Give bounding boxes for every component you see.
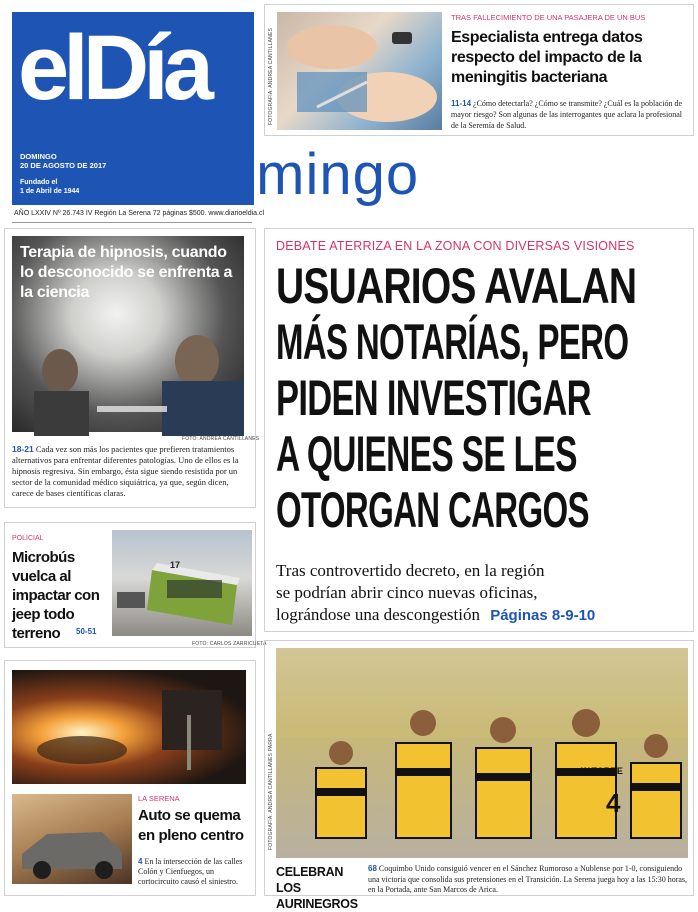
- hands-syringe-icon: [277, 12, 442, 130]
- bus-number-label: 17: [170, 560, 181, 570]
- top-story-summary-text: ¿Cómo detectarla? ¿Cómo se transmite? ¿Cuál es la población de mayor riesgo? Son algunas de las interrogantes que aclara la profesional de la Seremía de Salud.: [451, 99, 683, 130]
- fire-inset-photo[interactable]: [12, 794, 132, 884]
- bus-headline[interactable]: Microbús vuelca al impactar con jeep todo terreno: [12, 549, 100, 642]
- main-deck-line-2: se podrían abrir cinco nuevas oficinas,: [276, 583, 538, 602]
- main-deck-line-3-text: lográndose una descongestión: [276, 605, 480, 624]
- founded-line2: 1 de Abril de 1944: [20, 188, 80, 195]
- main-story-pages[interactable]: Páginas 8-9-10: [490, 607, 596, 624]
- edition-date: [20, 152, 106, 170]
- hypnosis-pages: 18-21: [12, 444, 34, 454]
- main-headline-line-3: PIDEN INVESTIGAR: [276, 370, 591, 426]
- main-headline-line-5: OTORGAN CARGOS: [276, 482, 589, 538]
- top-story-photo-credit: FOTOGRAFÍA: ANDREA CANTILLANES: [268, 27, 274, 125]
- fire-photo[interactable]: [12, 670, 246, 784]
- jersey-number: 4: [606, 788, 621, 818]
- main-headline[interactable]: [276, 258, 686, 538]
- team-celebration-icon: [276, 648, 688, 858]
- fire-pages: 4: [138, 857, 143, 866]
- main-deck-line-1: Tras controvertido decreto, en la región: [276, 561, 545, 580]
- edition-date-text: 20 DE AGOSTO DE 2017: [20, 161, 107, 170]
- hypnosis-summary-text: Cada vez son más los pacientes que prefieren tratamientos alternativos para enfrentar diferentes patologías. Uno de ellos es la hipnosis regresiva. Sin embargo, ésta sigue siendo resistida por un sector de la comunidad médico siquiátrica, ya que, según dicen, carece de bases científicas claras.: [12, 444, 239, 498]
- hypnosis-summary: [12, 444, 248, 499]
- hypnosis-photo-credit: FOTO: ANDREA CANTILLANES: [182, 436, 260, 442]
- fire-kicker: LA SERENA: [138, 794, 180, 803]
- top-story-pages: 11-14: [451, 99, 472, 108]
- top-story-photo[interactable]: [277, 12, 442, 130]
- jersey-name: W.TORRE: [581, 766, 623, 776]
- burned-car-icon: [12, 794, 132, 884]
- founded-note: [20, 178, 79, 196]
- founded-line1: Fundado el: [20, 179, 58, 186]
- main-headline-line-1: USUARIOS AVALAN: [276, 258, 637, 314]
- sports-pages: 68: [368, 864, 377, 873]
- sports-summary-text: Coquimbo Unido consiguió vencer en el Sánchez Rumoroso a Nublense por 1-0, consiguiendo una victoria que consolida sus pretensiones en el Transición. La Serena juega hoy a las 15:30 horas, en la Portada, ante San Marcos de Arica.: [368, 864, 688, 894]
- main-deck-line-3: [276, 604, 696, 627]
- edition-day: DOMINGO: [20, 152, 57, 161]
- bus-pages: 50-51: [76, 627, 97, 636]
- bus-photo-credit: FOTO: CARLOS ZARRICUETA: [192, 641, 267, 647]
- hypnosis-headline[interactable]: Terapia de hipnosis, cuando lo desconocido se enfrenta a la ciencia: [20, 244, 233, 301]
- burning-car-icon: [12, 670, 246, 784]
- issue-line: AÑO LXXIV Nº 26.743 IV Región La Serena 72 páginas $500. www.diarioeldia.cl: [14, 210, 265, 217]
- fire-headline[interactable]: Auto se quema en pleno centro: [138, 807, 244, 844]
- top-story-summary: [451, 98, 691, 131]
- bus-kicker: POLICIAL: [12, 535, 44, 542]
- top-story-kicker: TRAS FALLECIMIENTO DE UNA PASAJERA DE UN BUS: [451, 13, 646, 22]
- main-story-kicker: DEBATE ATERRIZA EN LA ZONA CON DIVERSAS VISIONES: [276, 239, 635, 253]
- sports-photo-credit: FOTOGRAFÍA: ANDREA CANTILLANES PARRA: [268, 733, 274, 850]
- fire-summary: [138, 857, 254, 887]
- masthead-rule: [12, 222, 252, 223]
- bus-photo[interactable]: [112, 530, 252, 636]
- main-headline-line-2: MÁS NOTARÍAS, PERO: [276, 314, 629, 370]
- section-title: Domingo: [180, 142, 420, 207]
- main-headline-line-4: A QUIENES SE LES: [276, 426, 577, 482]
- fire-summary-text: En la intersección de las calles Colón y Cienfuegos, un cortocircuito causó el siniestro.: [138, 857, 243, 886]
- sports-photo[interactable]: [276, 648, 688, 858]
- masthead-logo[interactable]: elDía: [18, 17, 208, 119]
- top-story-headline[interactable]: Especialista entrega datos respecto del impacto de la meningitis bacteriana: [451, 29, 643, 86]
- main-story-deck: [276, 560, 696, 627]
- sports-summary: [368, 864, 690, 896]
- overturned-bus-icon: [112, 530, 252, 636]
- sports-headline[interactable]: CELEBRAN LOS AURINEGROS: [276, 865, 358, 911]
